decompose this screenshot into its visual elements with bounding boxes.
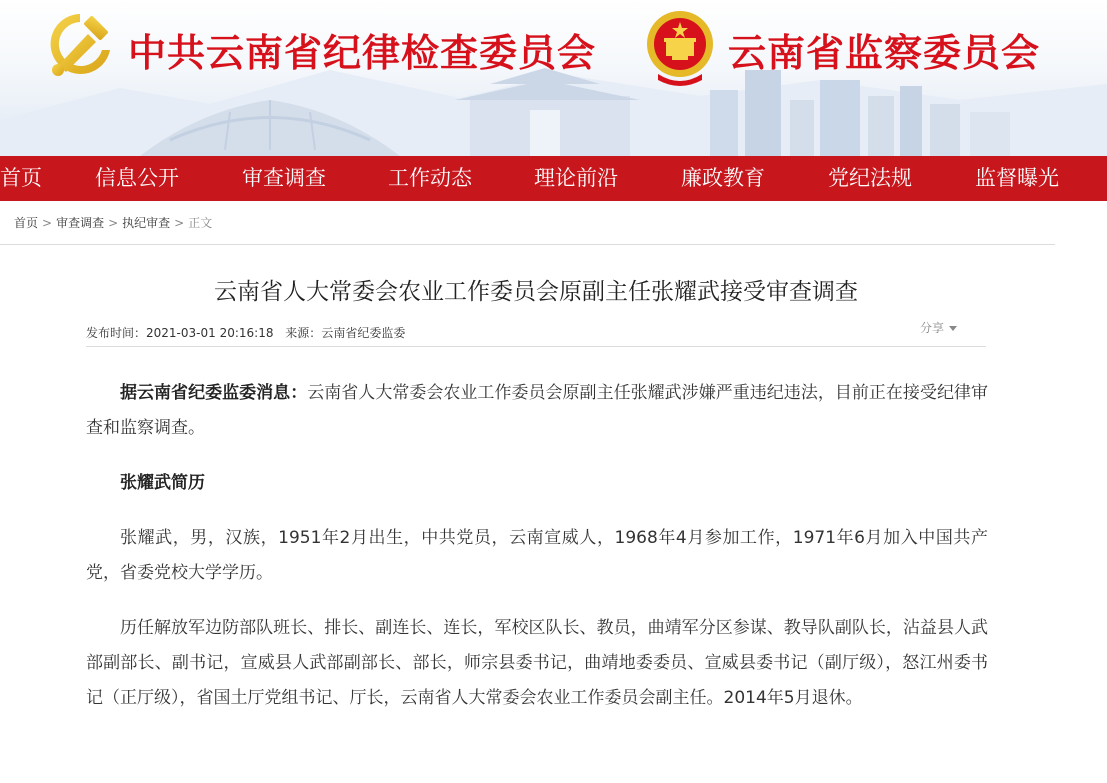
national-emblem-icon xyxy=(644,8,716,86)
career-paragraph: 历任解放军边防部队班长、排长、副连长、连长，军校区队长、教员，曲靖军分区参谋、教导队副队长，沾益县人武部副部长、副书记，宣威县人武部副部长、部长，师宗县委书记，曲靖地委委员、宣威县委书记（副厅级），怒江州委书记（正厅级），省国土厅党组书记、厅长，云南省人大常委会农业工作委员会副主任。2014年5月退休。 xyxy=(86,618,988,708)
share-button[interactable] xyxy=(920,319,957,336)
bio-paragraph: 张耀武，男，汉族，1951年2月出生，中共党员，云南宣威人，1968年4月参加工作，1971年6月加入中国共产党，省委党校大学学历。 xyxy=(86,528,988,583)
breadcrumb-current: 正文 xyxy=(188,216,213,230)
breadcrumb-separator: > xyxy=(42,216,53,230)
divider xyxy=(86,346,986,347)
article-meta xyxy=(86,324,413,341)
breadcrumb-investigation[interactable]: 审查调查 xyxy=(56,216,105,230)
breadcrumb-home[interactable]: 首页 xyxy=(14,216,39,230)
breadcrumb-separator: > xyxy=(108,216,119,230)
source-value: 云南省纪委监委 xyxy=(321,326,406,340)
nav-item-news[interactable]: 工作动态 xyxy=(388,166,472,190)
nav-item-home[interactable]: 首页 xyxy=(0,166,42,190)
main-nav xyxy=(0,156,1107,201)
bio-heading xyxy=(86,466,988,501)
article-source xyxy=(285,326,405,340)
publish-label: 发布时间： xyxy=(86,326,147,340)
bio-heading-text: 张耀武简历 xyxy=(120,473,205,493)
share-label: 分享 xyxy=(920,321,945,335)
breadcrumb-discipline-review[interactable]: 执纪审查 xyxy=(122,216,171,230)
chevron-down-icon xyxy=(949,326,957,331)
divider xyxy=(0,244,1055,245)
nav-item-exposure[interactable]: 监督曝光 xyxy=(975,166,1059,190)
header-banner xyxy=(0,0,1107,156)
nav-item-theory[interactable]: 理论前沿 xyxy=(534,166,618,190)
breadcrumb-separator: > xyxy=(174,216,185,230)
publish-value: 2021-03-01 20:16:18 xyxy=(146,326,274,340)
party-commission-title: 中共云南省纪律检查委员会 xyxy=(128,31,597,75)
breadcrumb xyxy=(14,214,212,231)
publish-time xyxy=(86,326,273,340)
article-title: 云南省人大常委会农业工作委员会原副主任张耀武接受审查调查 xyxy=(214,279,858,305)
lead-text: 云南省人大常委会农业工作委员会原副主任张耀武涉嫌严重违纪违法，目前正在接受纪律审查和监察调查。 xyxy=(86,383,989,438)
hammer-sickle-icon xyxy=(44,10,116,82)
source-label: 来源： xyxy=(285,326,322,340)
supervision-commission-title: 云南省监察委员会 xyxy=(728,31,1041,75)
nav-item-education[interactable]: 廉政教育 xyxy=(681,166,765,190)
article-body xyxy=(86,376,988,736)
nav-item-disclosure[interactable]: 信息公开 xyxy=(95,166,179,190)
nav-item-regulations[interactable]: 党纪法规 xyxy=(828,166,912,190)
lead-paragraph xyxy=(86,376,988,446)
nav-item-investigation[interactable]: 审查调查 xyxy=(242,166,326,190)
lead-source-bold: 据云南省纪委监委消息： xyxy=(120,383,308,403)
